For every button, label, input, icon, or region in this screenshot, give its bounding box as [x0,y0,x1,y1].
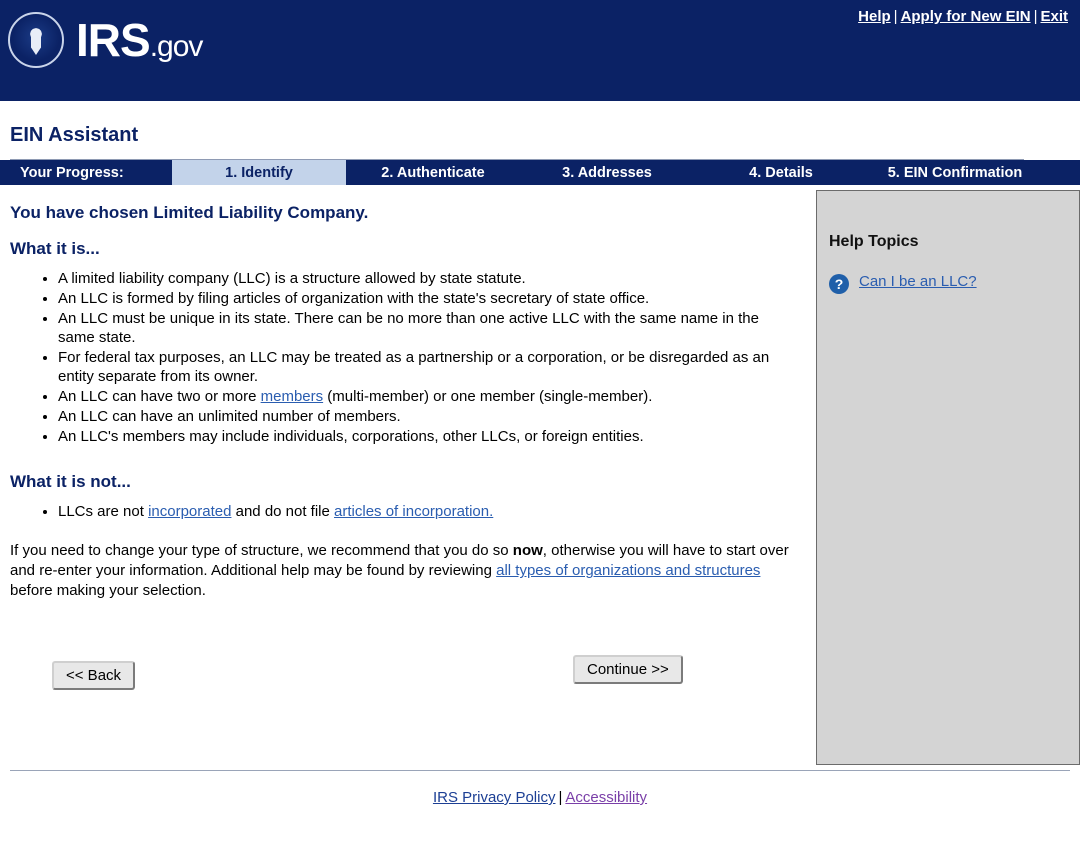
list-item: • For federal tax purposes, an LLC may be treated as a partnership or a corporation, or be disregarded as an entity separate from its owner. [58,348,794,386]
list-item: • An LLC must be unique in its state. There can be no more than one active LLC with the same name in the same state. [58,309,794,347]
list-item: • An LLC is formed by filing articles of organization with the state's secretary of state office. [58,289,794,308]
logo-text [76,14,203,66]
help-topic-link-can-i-be-an-llc[interactable]: Can I be an LLC? [859,273,977,290]
progress-step-addresses[interactable]: 3. Addresses [562,164,652,181]
list-item: • An LLC's members may include individuals, corporations, other LLCs, or foreign entities. [58,427,794,446]
closing-paragraph [10,541,794,601]
not-text-before: LLCs are not [58,503,149,521]
question-mark-icon: ? [829,274,849,294]
progress-step-authenticate[interactable]: 2. Authenticate [381,164,485,181]
irs-logo[interactable] [8,12,202,68]
what-it-is-heading: What it is... [10,239,100,258]
what-it-is-not-heading: What it is not... [10,472,131,492]
banner-links [858,8,1068,25]
button-row [10,653,794,693]
closing-bold-now: now [512,542,543,560]
help-topic-item[interactable] [829,273,1065,294]
progress-step-identify[interactable]: 1. Identify [172,160,346,185]
articles-of-incorporation-link[interactable]: articles of incorporation. [334,503,494,521]
page-title: EIN Assistant [10,124,139,146]
members-text-before: An LLC can have two or more [58,388,261,406]
progress-step-ein-confirmation[interactable]: 5. EIN Confirmation [887,164,1023,181]
what-it-is-list [10,269,794,446]
help-topics-title: Help Topics [829,233,919,250]
accessibility-link[interactable]: Accessibility [565,789,648,806]
main-heading: You have chosen Limited Liability Company. [10,203,369,222]
content-area [0,185,1080,770]
site-banner [0,0,1080,104]
exit-link[interactable]: Exit [1040,8,1068,25]
continue-button[interactable]: Continue >> [573,655,683,684]
help-link[interactable]: Help [858,8,891,25]
closing-part3: before making your selection. [10,582,206,600]
link-separator-1: | [893,8,898,25]
list-item-members [58,387,794,406]
members-text-after: (multi-member) or one member (single-member). [323,388,653,406]
members-link[interactable]: members [260,388,324,406]
progress-bar [0,160,1080,185]
irs-privacy-policy-link[interactable]: IRS Privacy Policy [432,789,556,806]
logo-text-gov: .gov [149,30,203,63]
progress-label: Your Progress: [20,164,124,181]
closing-part1: If you need to change your type of structure, we recommend that you do so [10,542,513,560]
back-button[interactable]: << Back [52,661,135,690]
list-item-not-incorporated [58,502,794,521]
link-separator-2: | [1033,8,1038,25]
list-item: • A limited liability company (LLC) is a structure allowed by state statute. [58,269,794,288]
incorporated-link[interactable]: incorporated [148,503,232,521]
all-types-of-organizations-link[interactable]: all types of organizations and structures [496,562,761,580]
closing-part2: , otherwise you will have to start over and re-enter your information. Additional help may be found by reviewing [10,542,789,580]
footer-separator: | [558,789,563,806]
main-panel [0,185,812,693]
list-item: • An LLC can have an unlimited number of members. [58,407,794,426]
progress-step-details[interactable]: 4. Details [749,164,813,181]
what-it-is-not-list [10,502,794,521]
apply-for-new-ein-link[interactable]: Apply for New EIN [900,8,1031,25]
logo-text-irs: IRS [76,14,150,66]
footer [0,771,1080,806]
help-topics-panel [816,190,1080,765]
not-text-middle: and do not file [231,503,335,521]
irs-eagle-seal-icon [8,12,64,68]
